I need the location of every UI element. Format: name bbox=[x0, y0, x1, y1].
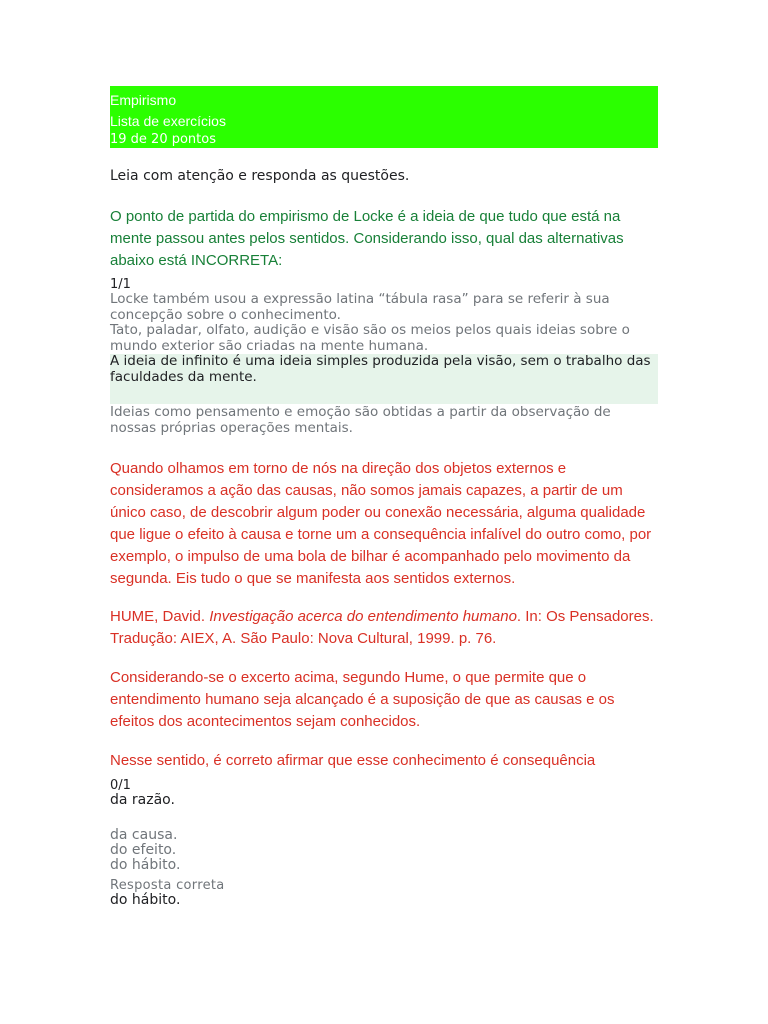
question-2-option-3: do efeito. bbox=[110, 842, 177, 858]
question-1-option-2: Tato, paladar, olfato, audição e visão são os meios pelos quais ideias sobre o mundo exterior são criadas na mente humana. bbox=[110, 322, 630, 354]
question-2-score: 0/1 bbox=[110, 778, 131, 793]
instructions: Leia com atenção e responda as questões. bbox=[110, 168, 410, 184]
question-2-option-2: da causa. bbox=[110, 827, 178, 843]
question-2-option-1-selected: da razão. bbox=[110, 792, 175, 808]
form-title: Empirismo bbox=[110, 92, 177, 108]
question-2-prompt: Nesse sentido, é correto afirmar que esse conhecimento é consequência bbox=[110, 752, 596, 769]
question-2-citation bbox=[110, 606, 658, 650]
correct-answer-label: Resposta correta bbox=[110, 878, 225, 893]
question-1-text: O ponto de partida do empirismo de Locke é a ideia de que tudo que está na mente passou antes pelos sentidos. Considerando isso, qual das alternativas abaixo está INCORRETA: bbox=[110, 208, 624, 269]
question-1-score: 1/1 bbox=[110, 277, 131, 292]
correct-answer: do hábito. bbox=[110, 892, 181, 908]
question-1-option-1: Locke também usou a expressão latina “tábula rasa” para se referir à sua concepção sobre o conhecimento. bbox=[110, 291, 610, 323]
citation-details: . In: Os Pensadores. Tradução: AIEX, A. São Paulo: Nova Cultural, 1999. p. 76. bbox=[110, 608, 654, 647]
form-subtitle: Lista de exercícios bbox=[110, 113, 226, 129]
question-2-quote: Quando olhamos em torno de nós na direção dos objetos externos e consideramos a ação das causas, não somos jamais capazes, a partir de um único caso, de descobrir algum poder ou conexão necessária, alguma qualidade que ligue o efeito à causa e torne um a consequência infalível do outro como, por exemplo, o impulso de uma bola de bilhar é acompanhado pelo movimento da segunda. Eis tudo o que se manifesta aos sentidos externos. bbox=[110, 460, 652, 587]
citation-title: Investigação acerca do entendimento humano bbox=[209, 608, 517, 625]
question-2-paragraph: Considerando-se o excerto acima, segundo Hume, o que permite que o entendimento humano seja alcançado é a suposição de que as causas e os efeitos dos acontecimentos sejam conhecidos. bbox=[110, 669, 615, 730]
form-page bbox=[110, 86, 658, 908]
question-1-option-3-selected: A ideia de infinito é uma ideia simples produzida pela visão, sem o trabalho das faculdades da mente. bbox=[110, 354, 658, 404]
question-2-option-4: do hábito. bbox=[110, 857, 181, 873]
form-header bbox=[110, 86, 658, 148]
total-score: 19 de 20 pontos bbox=[110, 132, 216, 147]
citation-author: HUME, David. bbox=[110, 608, 206, 625]
question-1-option-4: Ideias como pensamento e emoção são obtidas a partir da observação de nossas próprias operações mentais. bbox=[110, 404, 611, 436]
